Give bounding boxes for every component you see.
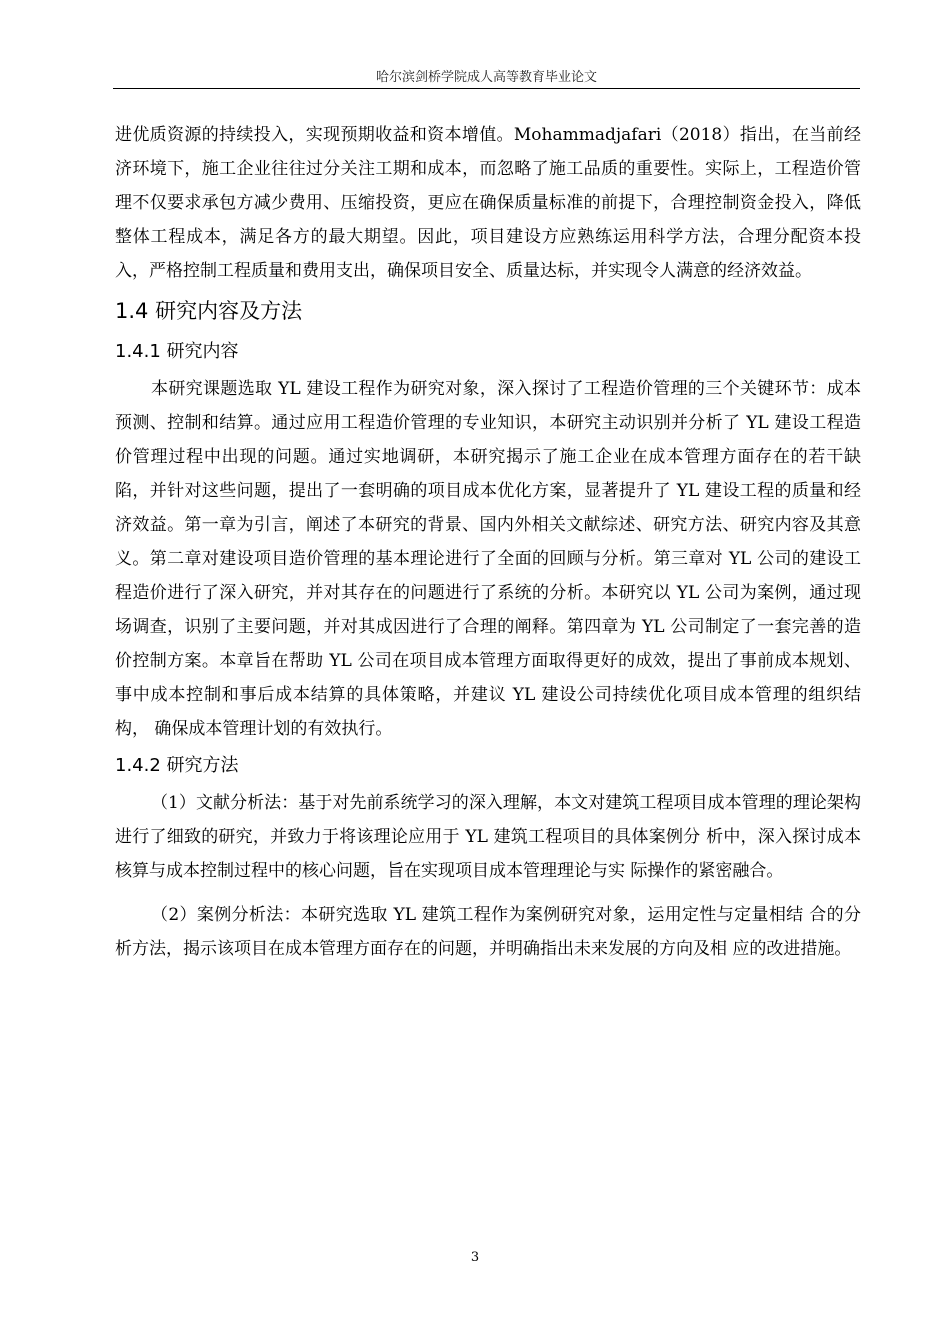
paragraph-intro: 进优质资源的持续投入，实现预期收益和资本增值。Mohammadjafari（2018）指出，在当前经济环境下，施工企业往往过分关注工期和成本，而忽略了施工品质的重要性。实际上，工程造价管理不仅要求承包方减少费用、压缩投资，更应在确保质量标准的前提下，合理控制资金投入，降低整体工程成本，满足各方的最大期望。因此，项目建设方应熟练运用科学方法，合理分配资本投入，严格控制工程质量和费用支出，确保项目安全、质量达标，并实现令人满意的经济效益。: [115, 125, 861, 281]
section-heading-1-4: 1.4 研究内容及方法: [115, 299, 303, 323]
running-header: 哈尔滨剑桥学院成人高等教育毕业论文: [375, 70, 597, 85]
document-body: [115, 118, 861, 966]
header-divider: [113, 88, 860, 89]
subsection-heading-1-4-2: 1.4.2 研究方法: [115, 755, 239, 776]
paragraph-research-content: 本研究课题选取 YL 建设工程作为研究对象，深入探讨了工程造价管理的三个关键环节：成本预测、控制和结算。通过应用工程造价管理的专业知识，本研究主动识别并分析了 YL 建设工程造价管理过程中出现的问题。通过实地调研，本研究揭示了施工企业在成本管理方面存在的若干缺陷，并针对这些问题，提出了一套明确的项目成本优化方案，显著提升了 YL 建设工程的质量和经济效益。第一章为引言，阐述了本研究的背景、国内外相关文献综述、研究方法、研究内容及其意义。第二章对建设项目造价管理的基本理论进行了全面的回顾与分析。第三章对 YL 公司的建设工程造价进行了深入研究，并对其存在的问题进行了系统的分析。本研究以 YL 公司为案例，通过现场调查，识别了主要问题，并对其成因进行了合理的阐释。第四章为 YL 公司制定了一套完善的造价控制方案。本章旨在帮助 YL 公司在项目成本管理方面取得更好的成效，提出了事前成本规划、事中成本控制和事后成本结算的具体策略，并建议 YL 建设公司持续优化项目成本管理的组织结构， 确保成本管理计划的有效执行。: [115, 379, 861, 739]
paragraph-method-case: （2）案例分析法：本研究选取 YL 建筑工程作为案例研究对象，运用定性与定量相结 合的分析方法，揭示该项目在成本管理方面存在的问题，并明确指出未来发展的方向及相 应的改进措施。: [115, 905, 861, 959]
paragraph-method-literature: （1）文献分析法：基于对先前系统学习的深入理解，本文对建筑工程项目成本管理的理论架构进行了细致的研究，并致力于将该理论应用于 YL 建筑工程项目的具体案例分 析中，深入探讨成本核算与成本控制过程中的核心问题，旨在实现项目成本管理理论与实 际操作的紧密融合。: [115, 793, 861, 881]
page-number: 3: [470, 1250, 480, 1265]
subsection-heading-1-4-1: 1.4.1 研究内容: [115, 341, 239, 362]
